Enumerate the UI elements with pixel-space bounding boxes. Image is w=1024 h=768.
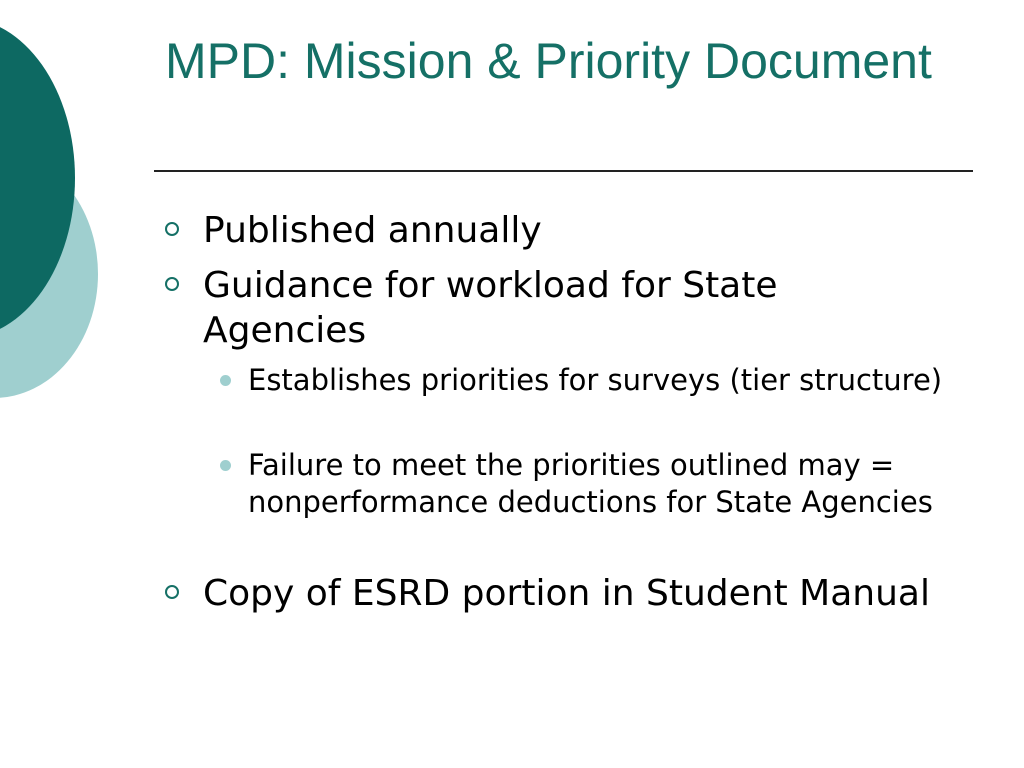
hollow-circle-bullet-icon — [165, 222, 179, 236]
filled-circle-bullet-icon — [220, 375, 231, 386]
sub-bullet-text: Failure to meet the priorities outlined may = nonperformance deductions for State Agencies — [248, 448, 933, 519]
sub-bullet-text: Establishes priorities for surveys (tier structure) — [248, 363, 943, 397]
bullet-item-guidance — [165, 263, 945, 353]
hollow-circle-bullet-icon — [165, 277, 179, 291]
bullet-item-published — [165, 208, 945, 253]
sub-bullet-item-priorities — [218, 362, 948, 399]
filled-circle-bullet-icon — [220, 460, 231, 471]
sub-bullet-item-failure — [218, 447, 948, 521]
bullet-text: Published annually — [203, 210, 542, 251]
hollow-circle-bullet-icon — [165, 585, 179, 599]
bullet-item-copy — [165, 571, 945, 616]
slide-title: MPD: Mission & Priority Document — [165, 33, 932, 89]
bullet-text: Copy of ESRD portion in Student Manual — [203, 573, 930, 614]
bullet-text: Guidance for workload for State Agencies — [203, 265, 778, 351]
